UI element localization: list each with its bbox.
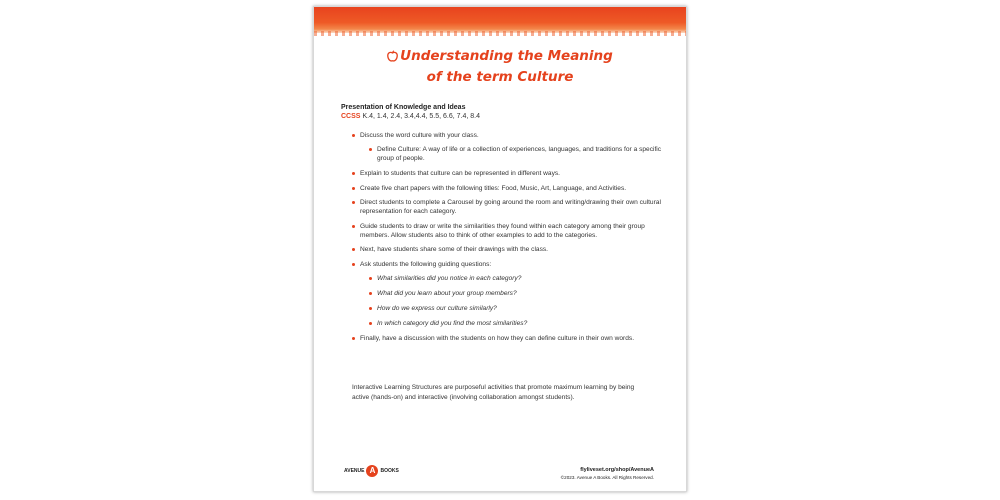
footer-info [561, 467, 654, 480]
section-heading: Presentation of Knowledge and Ideas [341, 104, 466, 111]
closing-paragraph: Interactive Learning Structures are purposeful activities that promote maximum learning by being active (hands-on) and interactive (involving collaboration amongst students). [352, 384, 635, 401]
bullet-dot [369, 277, 372, 280]
list-item: Next, have students share some of their drawings with the class. [352, 245, 662, 254]
footer-copyright: ©2023. Avenue A Books. All Rights Reserved. [560, 475, 654, 480]
bullet-dot [352, 263, 355, 266]
publisher-logo [344, 463, 399, 479]
activity-list [352, 131, 662, 348]
ccss-codes: K.4, 1.4, 2.4, 3.4,4.4, 5.5, 6.6, 7.4, 8.4 [362, 113, 480, 120]
title-line-1: Understanding the Meaning [400, 48, 613, 64]
list-item: Discuss the word culture with your class. Define Culture: A way of life or a collection of experiences, languages, and traditions for a specific group of people. [352, 131, 662, 163]
bullet-dot [369, 322, 372, 325]
question-item: How do we express our culture similarly? [369, 304, 662, 313]
apple-icon [387, 49, 398, 68]
logo-left-text: AVENUE [344, 468, 365, 474]
bullet-dot [369, 148, 372, 151]
worksheet-page [313, 6, 687, 492]
question-item: In which category did you find the most similarities? [369, 319, 662, 328]
bullet-dot [352, 248, 355, 251]
bullet-dot [352, 134, 355, 137]
bullet-dot [352, 201, 355, 204]
bullet-dot [369, 292, 372, 295]
list-item: Guide students to draw or write the similarities they found within each category among their group members. Allow students also to think of other examples to add to the categories. [352, 222, 662, 240]
list-item: Direct students to complete a Carousel by going around the room and writing/drawing their own cultural representation for each category. [352, 198, 662, 216]
list-item: Create five chart papers with the following titles: Food, Music, Art, Language, and Activities. [352, 184, 662, 193]
list-item: Finally, have a discussion with the students on how they can define culture in their own words. [352, 334, 662, 343]
bullet-dot [352, 225, 355, 228]
question-item: What similarities did you notice in each category? [369, 274, 662, 283]
logo-right-text: BOOKS [380, 468, 399, 474]
title-line-2: of the term Culture [426, 69, 574, 85]
bullet-dot [352, 172, 355, 175]
bullet-dot [352, 187, 355, 190]
list-item: Define Culture: A way of life or a collection of experiences, languages, and traditions for a specific group of people. [369, 145, 662, 163]
bullet-dot [352, 337, 355, 340]
logo-mark: A [366, 465, 378, 477]
bullet-dot [369, 307, 372, 310]
page-title [314, 47, 686, 87]
list-item: Ask students the following guiding questions: What similarities did you notice in each category? What did you learn about your group members? How do we express our culture similarly? In which category did you find the most similarities? [352, 260, 662, 328]
header-band [314, 7, 686, 33]
ccss-standards [341, 113, 480, 120]
question-item: What did you learn about your group members? [369, 289, 662, 298]
footer-url[interactable]: flyliveset.org/shop/AvenueA [580, 467, 654, 473]
list-item: Explain to students that culture can be represented in different ways. [352, 169, 662, 178]
ccss-label: CCSS [341, 113, 361, 120]
